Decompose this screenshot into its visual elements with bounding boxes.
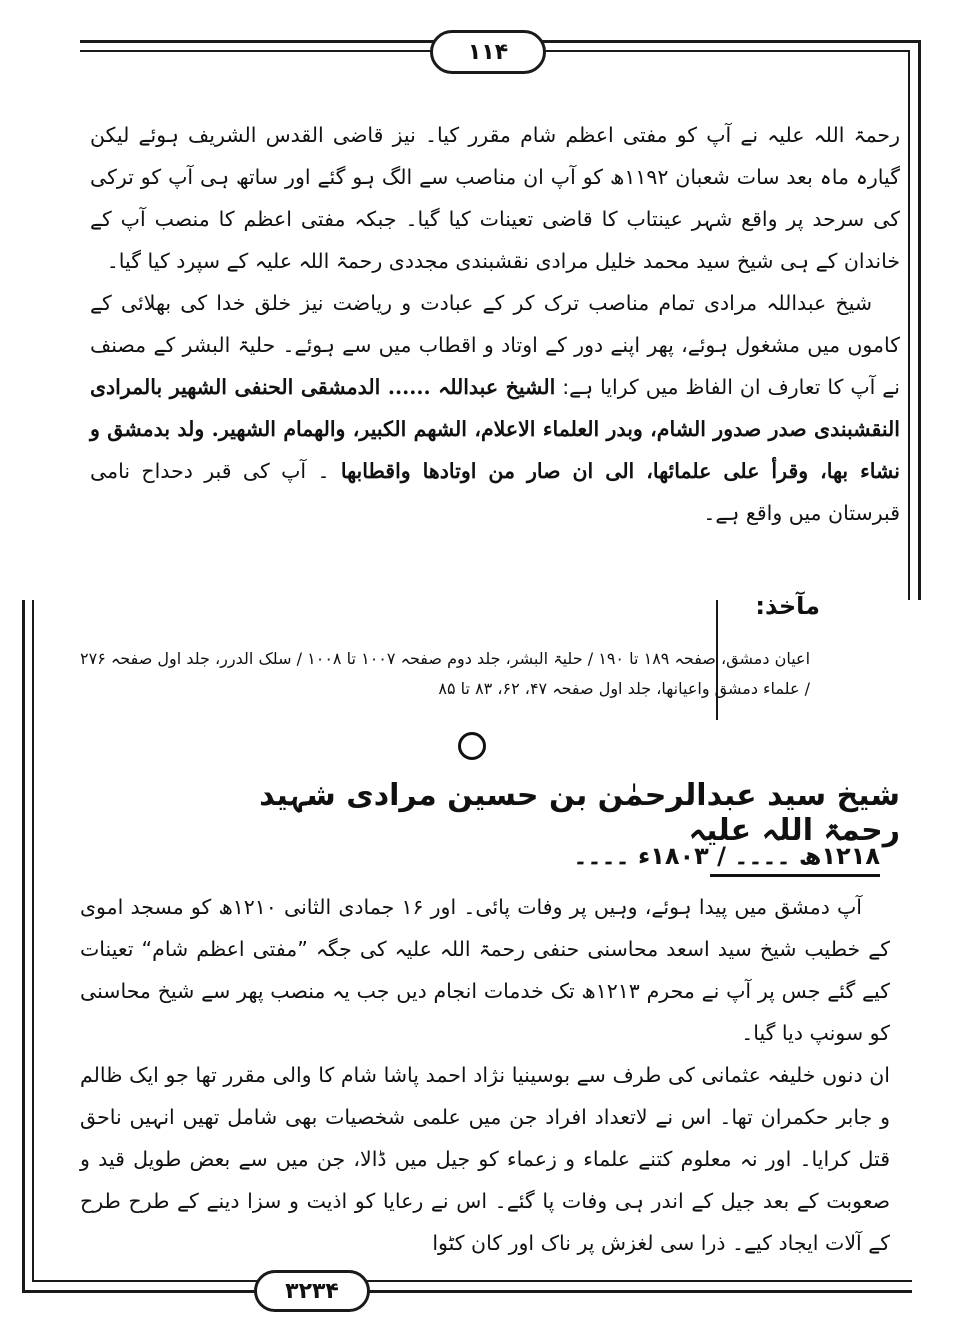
continued-section xyxy=(90,114,900,534)
page-number-bottom: ۳۲۳۴ xyxy=(254,1270,370,1312)
page-number-top: ۱۱۴ xyxy=(430,30,546,74)
frame-left-outer xyxy=(22,600,25,1290)
biography-paragraph-1: آپ دمشق میں پیدا ہوئے، وہیں پر وفات پائی۔ اور ۱۶ جمادی الثانی ۱۲۱۰ھ کو مسجد اموی کے خطیب شیخ سید اسعد محاسنی حنفی رحمۃ اللہ علیہ کی جگہ ”مفتی اعظم شام“ تعینات کیے گئے جس پر آپ نے محرم ۱۲۱۳ھ تک خدمات انجام دیں جب یہ منصب پھر سے شیخ محاسنی کو سونپ دیا گیا۔ xyxy=(80,895,890,1045)
sources-text: اعیان دمشق، صفحہ ۱۸۹ تا ۱۹۰ / حلیۃ البشر، جلد دوم صفحہ ۱۰۰۷ تا ۱۰۰۸ / سلک الدرر، جلد اول صفحہ ۲۷۶ / علماء دمشق واعیانھا، جلد اول صفحہ ۴۷، ۶۲، ۸۳ تا ۸۵ xyxy=(80,649,811,698)
paragraph-2 xyxy=(90,282,900,534)
biography-dates-underline xyxy=(710,874,880,877)
biography-dates: ۱۲۱۸ھ ۔۔۔۔ / ۱۸۰۳ء ۔۔۔۔ xyxy=(573,842,880,870)
frame-right-inner xyxy=(908,50,910,600)
frame-bottom-outer xyxy=(22,1290,912,1293)
paragraph-2-intro: شیخ عبداللہ مرادی تمام مناصب ترک کر کے عبادت و ریاضت نیز خلق خدا کی بھلائی کے کاموں میں مشغول ہوئے، پھر اپنے دور کے اوتاد و اقطاب میں سے ہوئے۔ حلیۃ البشر کے مصنف نے آپ کا تعارف ان الفاظ میں کرایا ہے: xyxy=(90,291,900,399)
paragraph-1: رحمۃ اللہ علیہ نے آپ کو مفتی اعظم شام مقرر کیا۔ نیز قاضی القدس الشریف ہوئے لیکن گیارہ ماہ بعد سات شعبان ۱۱۹۲ھ کو آپ ان مناصب سے الگ ہو گئے اور ساتھ ہی آپ کو ترکی کی سرحد پر واقع شہر عینتاب کا قاضی تعینات کیا گیا۔ جبکہ مفتی اعظم کا منصب آپ کے خاندان کے ہی شیخ سید محمد خلیل مرادی نقشبندی مجددی رحمۃ اللہ علیہ کے سپرد کیا گیا۔ xyxy=(90,123,900,273)
sources-heading: مآخذ: xyxy=(755,592,820,620)
biography-title: شیخ سید عبدالرحمٰن بن حسین مرادی شہید رحمۃ اللہ علیہ xyxy=(259,778,900,848)
frame-right-outer xyxy=(918,40,921,600)
section-separator-circle xyxy=(458,732,486,760)
biography-paragraph-2: ان دنوں خلیفہ عثمانی کی طرف سے بوسینیا نژاد احمد پاشا شام کا والی مقرر تھا جو ایک ظالم و جابر حکمران تھا۔ اس نے لاتعداد افراد جن میں علمی شخصیات بھی شامل تھیں انہیں ناحق قتل کرایا۔ اور نہ معلوم کتنے علماء و زعماء کو جیل میں ڈالا، جن میں سے بعض طویل قید و صعوبت کے بعد جیل کے اندر ہی وفات پا گئے۔ اس نے رعایا کو اذیت و سزا دینے کے طرح طرح کے آلات ایجاد کیے۔ ذرا سی لغزش پر ناک اور کان کٹوا xyxy=(80,1063,890,1255)
frame-bottom-inner xyxy=(32,1280,912,1282)
paragraph-2-outro: ۔ آپ کی قبر دحداح نامی قبرستان میں واقع ہے۔ xyxy=(90,459,900,525)
frame-left-inner xyxy=(32,600,34,1280)
paragraph-2-arabic-quote: الشیخ عبداللہ ...... الدمشقی الحنفی الشھیر بالمرادی النقشبندی صدر صدور الشام، وبدر العلماء الاعلام، الشھم الکبیر، والھمام الشھیر. ولد بدمشق و نشاء بھا، وقرأ علی علمائھا، الی ان صار من اوتادھا واقطابھا xyxy=(90,375,900,483)
biography-section xyxy=(80,886,890,1264)
